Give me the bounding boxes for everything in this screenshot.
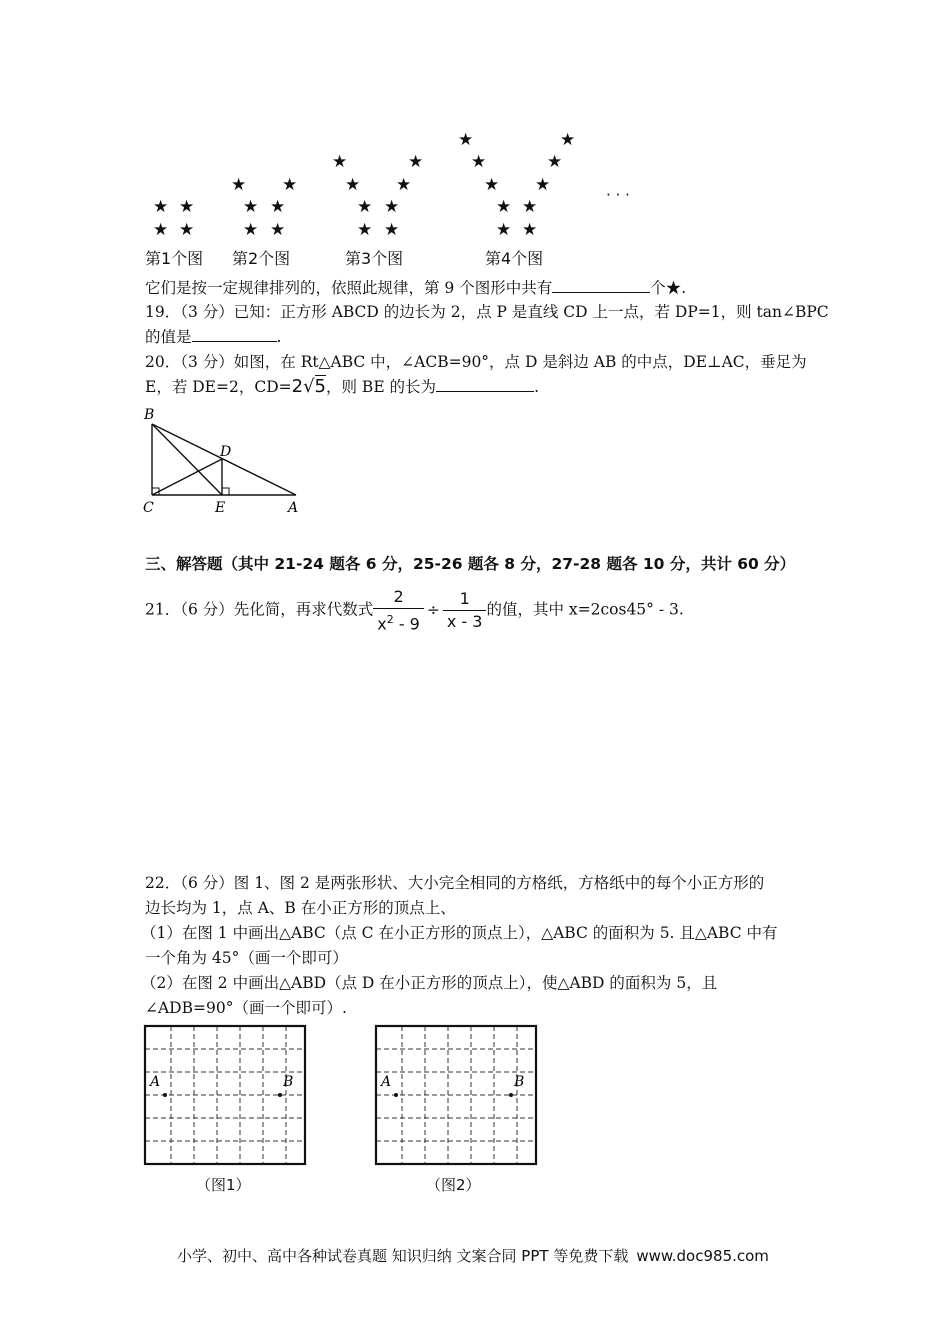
question-22-line-5: （2）在图 2 中画出△ABD（点 D 在小正方形的顶点上），使△ABD 的面积为 5，且 — [141, 974, 718, 992]
star-icon: ★ — [243, 220, 259, 240]
grid-figure-2 — [374, 1024, 540, 1168]
star-icon: ★ — [384, 220, 400, 240]
grid-caption-2: （图2） — [426, 1176, 481, 1194]
point-b — [509, 1093, 513, 1097]
question-22-line-4: 一个角为 45°（画一个即可） — [145, 949, 348, 967]
footer-link[interactable]: www.doc985.com — [636, 1247, 769, 1265]
figure-label-3: 第3个图 — [345, 249, 404, 268]
question-21: 21．（6 分）先化简，再求代数式 $\frac{2}{x^2 - 9}$ ÷ $\frac{1}{x - 3}$ 的值，其中 x=2cos45° - 3. — [145, 587, 684, 634]
divide-icon: ÷ — [426, 600, 440, 619]
sqrt-icon: √ — [303, 376, 315, 397]
star-icon: ★ — [345, 175, 361, 195]
question-19-line-2: 的值是 . — [145, 328, 282, 346]
ellipsis: · · · — [606, 186, 630, 204]
segment-be — [152, 424, 222, 495]
star-icon: ★ — [535, 175, 551, 195]
star-icon: ★ — [153, 220, 169, 240]
star-icon: ★ — [270, 220, 286, 240]
label-b: B — [514, 1074, 525, 1090]
star-icon: ★ — [547, 152, 563, 172]
label-a: A — [381, 1074, 392, 1090]
star-icon: ★ — [282, 175, 298, 195]
star-icon: ★ — [408, 152, 424, 172]
star-icon: ★ — [357, 197, 373, 217]
fraction-1: $\frac{2}{x^2 - 9}$ — [373, 586, 424, 635]
question-20-line-2: E，若 DE=2，CD=2√5，则 BE 的长为 . — [145, 376, 539, 397]
star-icon: ★ — [243, 197, 259, 217]
point-a — [394, 1093, 398, 1097]
label-a: A — [150, 1074, 161, 1090]
label-a: A — [288, 500, 299, 516]
figure-label-2: 第2个图 — [232, 249, 291, 268]
label-c: C — [143, 500, 154, 516]
star-icon: ★ — [332, 152, 348, 172]
question-22-line-6: ∠ADB=90°（画一个即可）. — [145, 999, 347, 1017]
grid-caption-1: （图1） — [196, 1176, 251, 1194]
figure-label-1: 第1个图 — [145, 249, 204, 268]
point-b — [278, 1093, 282, 1097]
section-heading: 三、解答题（其中 21-24 题各 6 分，25-26 题各 8 分，27-28 题各 10 分，共计 60 分） — [145, 555, 796, 573]
star-icon: ★ — [496, 197, 512, 217]
segment-cd — [152, 459, 222, 495]
star-icon: ★ — [357, 220, 373, 240]
star-icon: ★ — [522, 197, 538, 217]
right-angle-mark-e — [222, 488, 229, 495]
star-icon: ★ — [396, 175, 412, 195]
star-icon: ★ — [496, 220, 512, 240]
star-icon: ★ — [522, 220, 538, 240]
label-e: E — [215, 500, 226, 516]
label-d: D — [220, 444, 232, 460]
label-b: B — [144, 407, 155, 423]
question-22-line-1: 22．（6 分）图 1、图 2 是两张形状、大小完全相同的方格纸，方格纸中的每个小正方形的 — [145, 874, 765, 892]
fraction-2: $\frac{1}{x - 3}$ — [443, 588, 487, 633]
question-19-line-1: 19．（3 分）已知：正方形 ABCD 的边长为 2，点 P 是直线 CD 上一点，若 DP=1，则 tan∠BPC — [145, 303, 829, 321]
figure-label-4: 第4个图 — [485, 249, 544, 268]
label-b: B — [283, 1074, 294, 1090]
point-a — [163, 1093, 167, 1097]
question-20-line-1: 20．（3 分）如图，在 Rt△ABC 中，∠ACB=90°，点 D 是斜边 AB 的中点，DE⊥AC，垂足为 — [145, 353, 807, 371]
answer-blank[interactable] — [552, 278, 650, 293]
sqrt-expression: 2√5 — [291, 376, 326, 397]
question-22-line-3: （1）在图 1 中画出△ABC（点 C 在小正方形的顶点上），△ABC 的面积为 5. 且△ABC 中有 — [141, 924, 778, 942]
star-icon: ★ — [153, 197, 169, 217]
answer-blank[interactable] — [436, 377, 534, 392]
star-icon: ★ — [484, 175, 500, 195]
star-icon: ★ — [270, 197, 286, 217]
question-18-text: 它们是按一定规律排列的，依照此规律，第 9 个图形中共有 个★. — [145, 279, 687, 297]
page-footer: 小学、初中、高中各种试卷真题 知识归纳 文案合同 PPT 等免费下载 www.doc985.com — [177, 1247, 769, 1265]
grid-figure-1 — [143, 1024, 309, 1168]
star-icon: ★ — [471, 152, 487, 172]
star-icon: ★ — [458, 130, 474, 150]
star-icon: ★ — [179, 197, 195, 217]
question-22-line-2: 边长均为 1，点 A、B 在小正方形的顶点上、 — [145, 899, 456, 917]
triangle-diagram — [140, 402, 310, 520]
star-icon: ★ — [560, 130, 576, 150]
answer-blank[interactable] — [192, 327, 277, 342]
star-icon: ★ — [179, 220, 195, 240]
star-icon: ★ — [384, 197, 400, 217]
star-icon: ★ — [231, 175, 247, 195]
